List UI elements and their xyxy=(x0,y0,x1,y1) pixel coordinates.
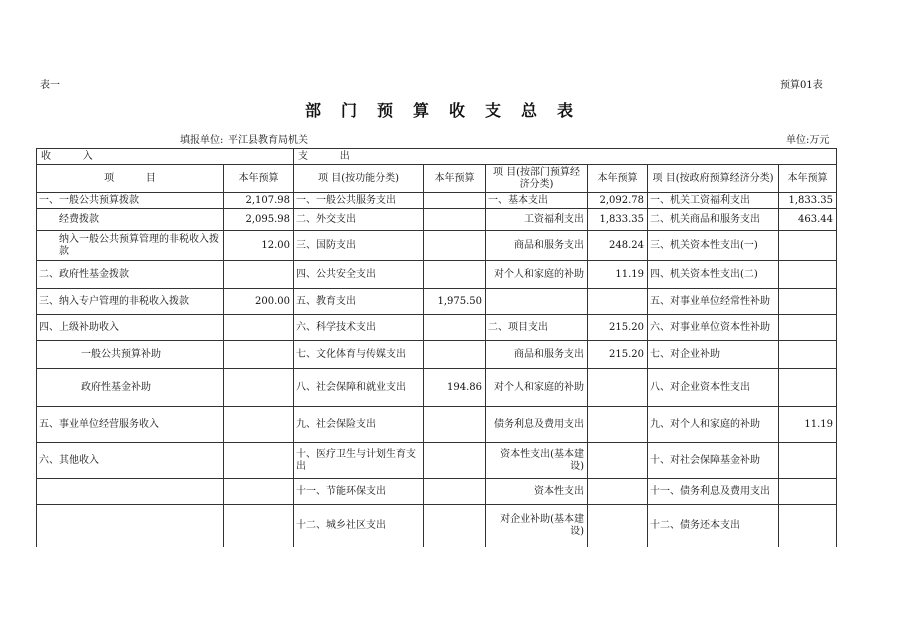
cell-functional-budget xyxy=(424,261,486,289)
cell-functional-budget xyxy=(424,315,486,341)
cell-gov-econ-item: 十一、债务利息及费用支出 xyxy=(648,479,779,505)
cell-functional-item: 一、一般公共服务支出 xyxy=(294,193,424,209)
col-header-gov-econ-budget: 本年预算 xyxy=(779,165,837,193)
document-title: 部门预算收支总表 xyxy=(304,101,593,120)
cell-dept-econ-item: 一、基本支出 xyxy=(486,193,588,209)
group-header-row xyxy=(37,149,837,165)
cell-income-budget xyxy=(224,407,294,443)
cell-dept-econ-budget xyxy=(588,479,648,505)
col-header-gov-econ-item: 项 目(按政府预算经济分类) xyxy=(648,165,779,193)
cell-gov-econ-budget xyxy=(779,289,837,315)
cell-income-budget xyxy=(224,443,294,479)
cell-dept-econ-budget xyxy=(588,407,648,443)
cell-gov-econ-budget: 1,833.35 xyxy=(779,193,837,209)
cell-dept-econ-budget: 11.19 xyxy=(588,261,648,289)
table-row xyxy=(37,231,837,261)
cell-dept-econ-budget xyxy=(588,443,648,479)
cell-functional-item: 三、国防支出 xyxy=(294,231,424,261)
cell-functional-budget xyxy=(424,407,486,443)
table-number: 表一 xyxy=(40,80,60,91)
cell-functional-item: 四、公共安全支出 xyxy=(294,261,424,289)
cell-dept-econ-item: 商品和服务支出 xyxy=(486,341,588,369)
cell-income-item: 二、政府性基金拨款 xyxy=(37,261,224,289)
col-header-dept-econ-budget: 本年预算 xyxy=(588,165,648,193)
table-row xyxy=(37,209,837,231)
cell-dept-econ-item: 对个人和家庭的补助 xyxy=(486,261,588,289)
table-row xyxy=(37,193,837,209)
cell-functional-budget: 194.86 xyxy=(424,369,486,407)
expense-group-header: 支 出 xyxy=(294,149,837,165)
table-row xyxy=(37,407,837,443)
cell-gov-econ-item: 十、对社会保障基金补助 xyxy=(648,443,779,479)
cell-income-item xyxy=(37,479,224,505)
cell-dept-econ-budget: 2,092.78 xyxy=(588,193,648,209)
col-header-functional-item: 项 目(按功能分类) xyxy=(294,165,424,193)
cell-functional-item: 六、科学技术支出 xyxy=(294,315,424,341)
cell-functional-item: 八、社会保障和就业支出 xyxy=(294,369,424,407)
cell-gov-econ-item: 十二、债务还本支出 xyxy=(648,505,779,547)
cell-income-item: 三、纳入专户管理的非税收入拨款 xyxy=(37,289,224,315)
cell-income-item: 政府性基金补助 xyxy=(37,369,224,407)
col-header-income-item: 项 目 xyxy=(37,165,224,193)
cell-gov-econ-budget xyxy=(779,443,837,479)
income-group-header: 收 入 xyxy=(37,149,294,165)
cell-income-item: 五、事业单位经营服务收入 xyxy=(37,407,224,443)
cell-income-budget xyxy=(224,341,294,369)
cell-dept-econ-item: 工资福利支出 xyxy=(486,209,588,231)
table-row xyxy=(37,479,837,505)
col-header-dept-econ-item: 项 目(按部门预算经济分类) xyxy=(486,165,588,193)
cell-dept-econ-budget: 215.20 xyxy=(588,341,648,369)
cell-functional-budget xyxy=(424,479,486,505)
cell-gov-econ-budget xyxy=(779,479,837,505)
cell-income-item: 纳入一般公共预算管理的非税收入拨款 xyxy=(37,231,224,261)
table-row xyxy=(37,369,837,407)
cell-gov-econ-item: 七、对企业补助 xyxy=(648,341,779,369)
cell-gov-econ-item: 八、对企业资本性支出 xyxy=(648,369,779,407)
cell-gov-econ-item: 五、对事业单位经常性补助 xyxy=(648,289,779,315)
cell-functional-budget xyxy=(424,505,486,547)
table-row xyxy=(37,315,837,341)
table-row xyxy=(37,443,837,479)
cell-gov-econ-budget xyxy=(779,315,837,341)
money-unit: 单位:万元 xyxy=(786,135,830,146)
cell-dept-econ-budget: 1,833.35 xyxy=(588,209,648,231)
col-header-functional-budget: 本年预算 xyxy=(424,165,486,193)
cell-income-item: 六、其他收入 xyxy=(37,443,224,479)
cell-functional-item: 二、外交支出 xyxy=(294,209,424,231)
cell-income-budget: 2,107.98 xyxy=(224,193,294,209)
cell-income-budget xyxy=(224,369,294,407)
col-header-income-budget: 本年预算 xyxy=(224,165,294,193)
reporting-unit-label: 填报单位: xyxy=(180,135,224,146)
cell-income-budget: 12.00 xyxy=(224,231,294,261)
budget-table xyxy=(36,148,837,547)
cell-dept-econ-budget: 215.20 xyxy=(588,315,648,341)
cell-dept-econ-item: 对个人和家庭的补助 xyxy=(486,369,588,407)
cell-dept-econ-item: 商品和服务支出 xyxy=(486,231,588,261)
cell-dept-econ-item: 二、项目支出 xyxy=(486,315,588,341)
cell-dept-econ-item: 资本性支出 xyxy=(486,479,588,505)
cell-gov-econ-item: 六、对事业单位资本性补助 xyxy=(648,315,779,341)
cell-functional-budget: 1,975.50 xyxy=(424,289,486,315)
cell-income-item: 一般公共预算补助 xyxy=(37,341,224,369)
cell-dept-econ-item xyxy=(486,289,588,315)
cell-gov-econ-item: 二、机关商品和服务支出 xyxy=(648,209,779,231)
cell-gov-econ-item: 一、机关工资福利支出 xyxy=(648,193,779,209)
cell-gov-econ-item: 四、机关资本性支出(二) xyxy=(648,261,779,289)
cell-dept-econ-budget: 248.24 xyxy=(588,231,648,261)
cell-income-budget xyxy=(224,315,294,341)
cell-income-budget: 2,095.98 xyxy=(224,209,294,231)
cell-functional-item: 十、医疗卫生与计划生育支出 xyxy=(294,443,424,479)
cell-gov-econ-budget xyxy=(779,231,837,261)
cell-income-item xyxy=(37,505,224,547)
cell-dept-econ-budget xyxy=(588,505,648,547)
cell-dept-econ-item: 债务利息及费用支出 xyxy=(486,407,588,443)
table-row xyxy=(37,289,837,315)
cell-dept-econ-budget xyxy=(588,369,648,407)
cell-income-item: 经费拨款 xyxy=(37,209,224,231)
cell-income-item: 四、上级补助收入 xyxy=(37,315,224,341)
cell-gov-econ-budget xyxy=(779,261,837,289)
cell-functional-budget xyxy=(424,209,486,231)
column-header-row xyxy=(37,165,837,193)
cell-gov-econ-budget xyxy=(779,369,837,407)
reporting-unit-name: 平江县教育局机关 xyxy=(228,135,308,146)
cell-income-budget xyxy=(224,479,294,505)
form-code: 预算01表 xyxy=(780,80,823,91)
table-row xyxy=(37,505,837,547)
cell-dept-econ-item: 对企业补助(基本建设) xyxy=(486,505,588,547)
cell-functional-item: 十二、城乡社区支出 xyxy=(294,505,424,547)
cell-dept-econ-budget xyxy=(588,289,648,315)
cell-functional-item: 十一、节能环保支出 xyxy=(294,479,424,505)
cell-gov-econ-budget: 11.19 xyxy=(779,407,837,443)
table-row xyxy=(37,341,837,369)
cell-gov-econ-item: 九、对个人和家庭的补助 xyxy=(648,407,779,443)
cell-functional-budget xyxy=(424,231,486,261)
cell-functional-budget xyxy=(424,193,486,209)
cell-gov-econ-budget xyxy=(779,505,837,547)
cell-functional-budget xyxy=(424,341,486,369)
table-row xyxy=(37,261,837,289)
cell-functional-budget xyxy=(424,443,486,479)
cell-functional-item: 九、社会保险支出 xyxy=(294,407,424,443)
cell-gov-econ-budget: 463.44 xyxy=(779,209,837,231)
cell-income-budget xyxy=(224,261,294,289)
cell-gov-econ-item: 三、机关资本性支出(一) xyxy=(648,231,779,261)
cell-functional-item: 七、文化体育与传媒支出 xyxy=(294,341,424,369)
cell-income-budget xyxy=(224,505,294,547)
cell-income-budget: 200.00 xyxy=(224,289,294,315)
cell-functional-item: 五、教育支出 xyxy=(294,289,424,315)
cell-dept-econ-item: 资本性支出(基本建设) xyxy=(486,443,588,479)
cell-gov-econ-budget xyxy=(779,341,837,369)
cell-income-item: 一、一般公共预算拨款 xyxy=(37,193,224,209)
